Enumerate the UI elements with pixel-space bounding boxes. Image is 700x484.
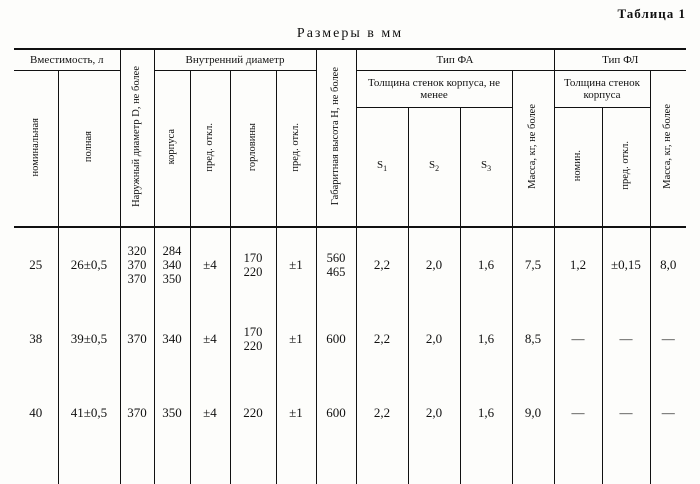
spacer-row-bottom: [14, 436, 686, 484]
header-fa-s1-subscript: 1: [383, 164, 388, 174]
cell-fl-mass: —: [650, 316, 686, 362]
header-inner-body: корпуса: [154, 71, 190, 228]
cell-fa-s3: 1,6: [460, 390, 512, 436]
header-overall-height: Габаритная высота H, не более: [316, 49, 356, 227]
header-inner-body-deviation: пред. откл.: [190, 71, 230, 228]
spacer-row-1: [14, 288, 686, 316]
page-title: Размеры в мм: [296, 26, 404, 41]
table-row: [14, 390, 686, 436]
header-fa-wall-thickness-group: Толщина стенок корпуса, не менее: [356, 71, 512, 108]
cell-fl-nominal: —: [554, 390, 602, 436]
header-fl-wall-thickness-group: Толщина стенок корпуса: [554, 71, 650, 108]
cell-nominal: 25: [14, 242, 58, 288]
cell-nominal: 40: [14, 390, 58, 436]
cell-fl-mass: —: [650, 390, 686, 436]
cell-overall-height: 560 465: [316, 242, 356, 288]
header-inner-neck: горловины: [230, 71, 276, 228]
spacer-row-top: [14, 227, 686, 242]
cell-fa-s3: 1,6: [460, 242, 512, 288]
header-type-fa: Тип ФА: [356, 49, 554, 71]
cell-fa-s2: 2,0: [408, 390, 460, 436]
cell-fa-s2: 2,0: [408, 316, 460, 362]
header-fl-nominal: номин.: [554, 108, 602, 228]
cell-inner-body-deviation: ±4: [190, 316, 230, 362]
cell-inner-body: 350: [154, 390, 190, 436]
header-inner-diameter-group: Внутренний диаметр: [154, 49, 316, 71]
header-fa-s2: $S_2$: [408, 108, 460, 228]
cell-fa-mass: 9,0: [512, 390, 554, 436]
header-capacity-full: полная: [58, 71, 120, 228]
cell-inner-neck-deviation: ±1: [276, 390, 316, 436]
dimensions-table: [14, 48, 686, 484]
cell-fa-mass: 7,5: [512, 242, 554, 288]
cell-nominal: 38: [14, 316, 58, 362]
cell-inner-neck: 220: [230, 390, 276, 436]
cell-fa-s2: 2,0: [408, 242, 460, 288]
header-fa-s3: $S_3$: [460, 108, 512, 228]
cell-inner-neck: 170 220: [230, 242, 276, 288]
header-fa-s2-subscript: 2: [435, 164, 440, 174]
cell-inner-body: 284 340 350: [154, 242, 190, 288]
cell-fl-deviation: ±0,15: [602, 242, 650, 288]
cell-inner-body-deviation: ±4: [190, 242, 230, 288]
cell-inner-neck-deviation: ±1: [276, 242, 316, 288]
table-label: Таблица 1: [617, 6, 686, 21]
header-capacity-group: Вместимость, л: [14, 49, 120, 71]
cell-full: 26±0,5: [58, 242, 120, 288]
cell-full: 39±0,5: [58, 316, 120, 362]
cell-fa-mass: 8,5: [512, 316, 554, 362]
header-fa-s1: $S_1$: [356, 108, 408, 228]
header-type-fl: Тип ФЛ: [554, 49, 686, 71]
cell-fa-s1: 2,2: [356, 316, 408, 362]
cell-overall-height: 600: [316, 390, 356, 436]
cell-inner-body: 340: [154, 316, 190, 362]
cell-fa-s1: 2,2: [356, 242, 408, 288]
cell-fl-nominal: —: [554, 316, 602, 362]
cell-outer-diameter: 320 370 370: [120, 242, 154, 288]
header-fa-s3-subscript: 3: [487, 164, 492, 174]
header-row-1: [14, 49, 686, 71]
header-inner-neck-deviation: пред. откл.: [276, 71, 316, 228]
cell-fl-deviation: —: [602, 390, 650, 436]
spacer-row-2: [14, 362, 686, 390]
header-fl-deviation: пред. откл.: [602, 108, 650, 228]
header-fa-mass: Масса, кг, не более: [512, 71, 554, 228]
header-capacity-nominal: номинальная: [14, 71, 58, 228]
header-fl-mass: Масса, кг, не более: [650, 71, 686, 228]
cell-inner-body-deviation: ±4: [190, 390, 230, 436]
cell-inner-neck-deviation: ±1: [276, 316, 316, 362]
table-row: [14, 242, 686, 288]
cell-fl-mass: 8,0: [650, 242, 686, 288]
cell-fa-s1: 2,2: [356, 390, 408, 436]
cell-fl-deviation: —: [602, 316, 650, 362]
cell-outer-diameter: 370: [120, 390, 154, 436]
cell-fl-nominal: 1,2: [554, 242, 602, 288]
cell-full: 41±0,5: [58, 390, 120, 436]
table-row: [14, 316, 686, 362]
cell-overall-height: 600: [316, 316, 356, 362]
header-outer-diameter: Наружный диаметр D, не более: [120, 49, 154, 227]
cell-inner-neck: 170 220: [230, 316, 276, 362]
cell-outer-diameter: 370: [120, 316, 154, 362]
cell-fa-s3: 1,6: [460, 316, 512, 362]
